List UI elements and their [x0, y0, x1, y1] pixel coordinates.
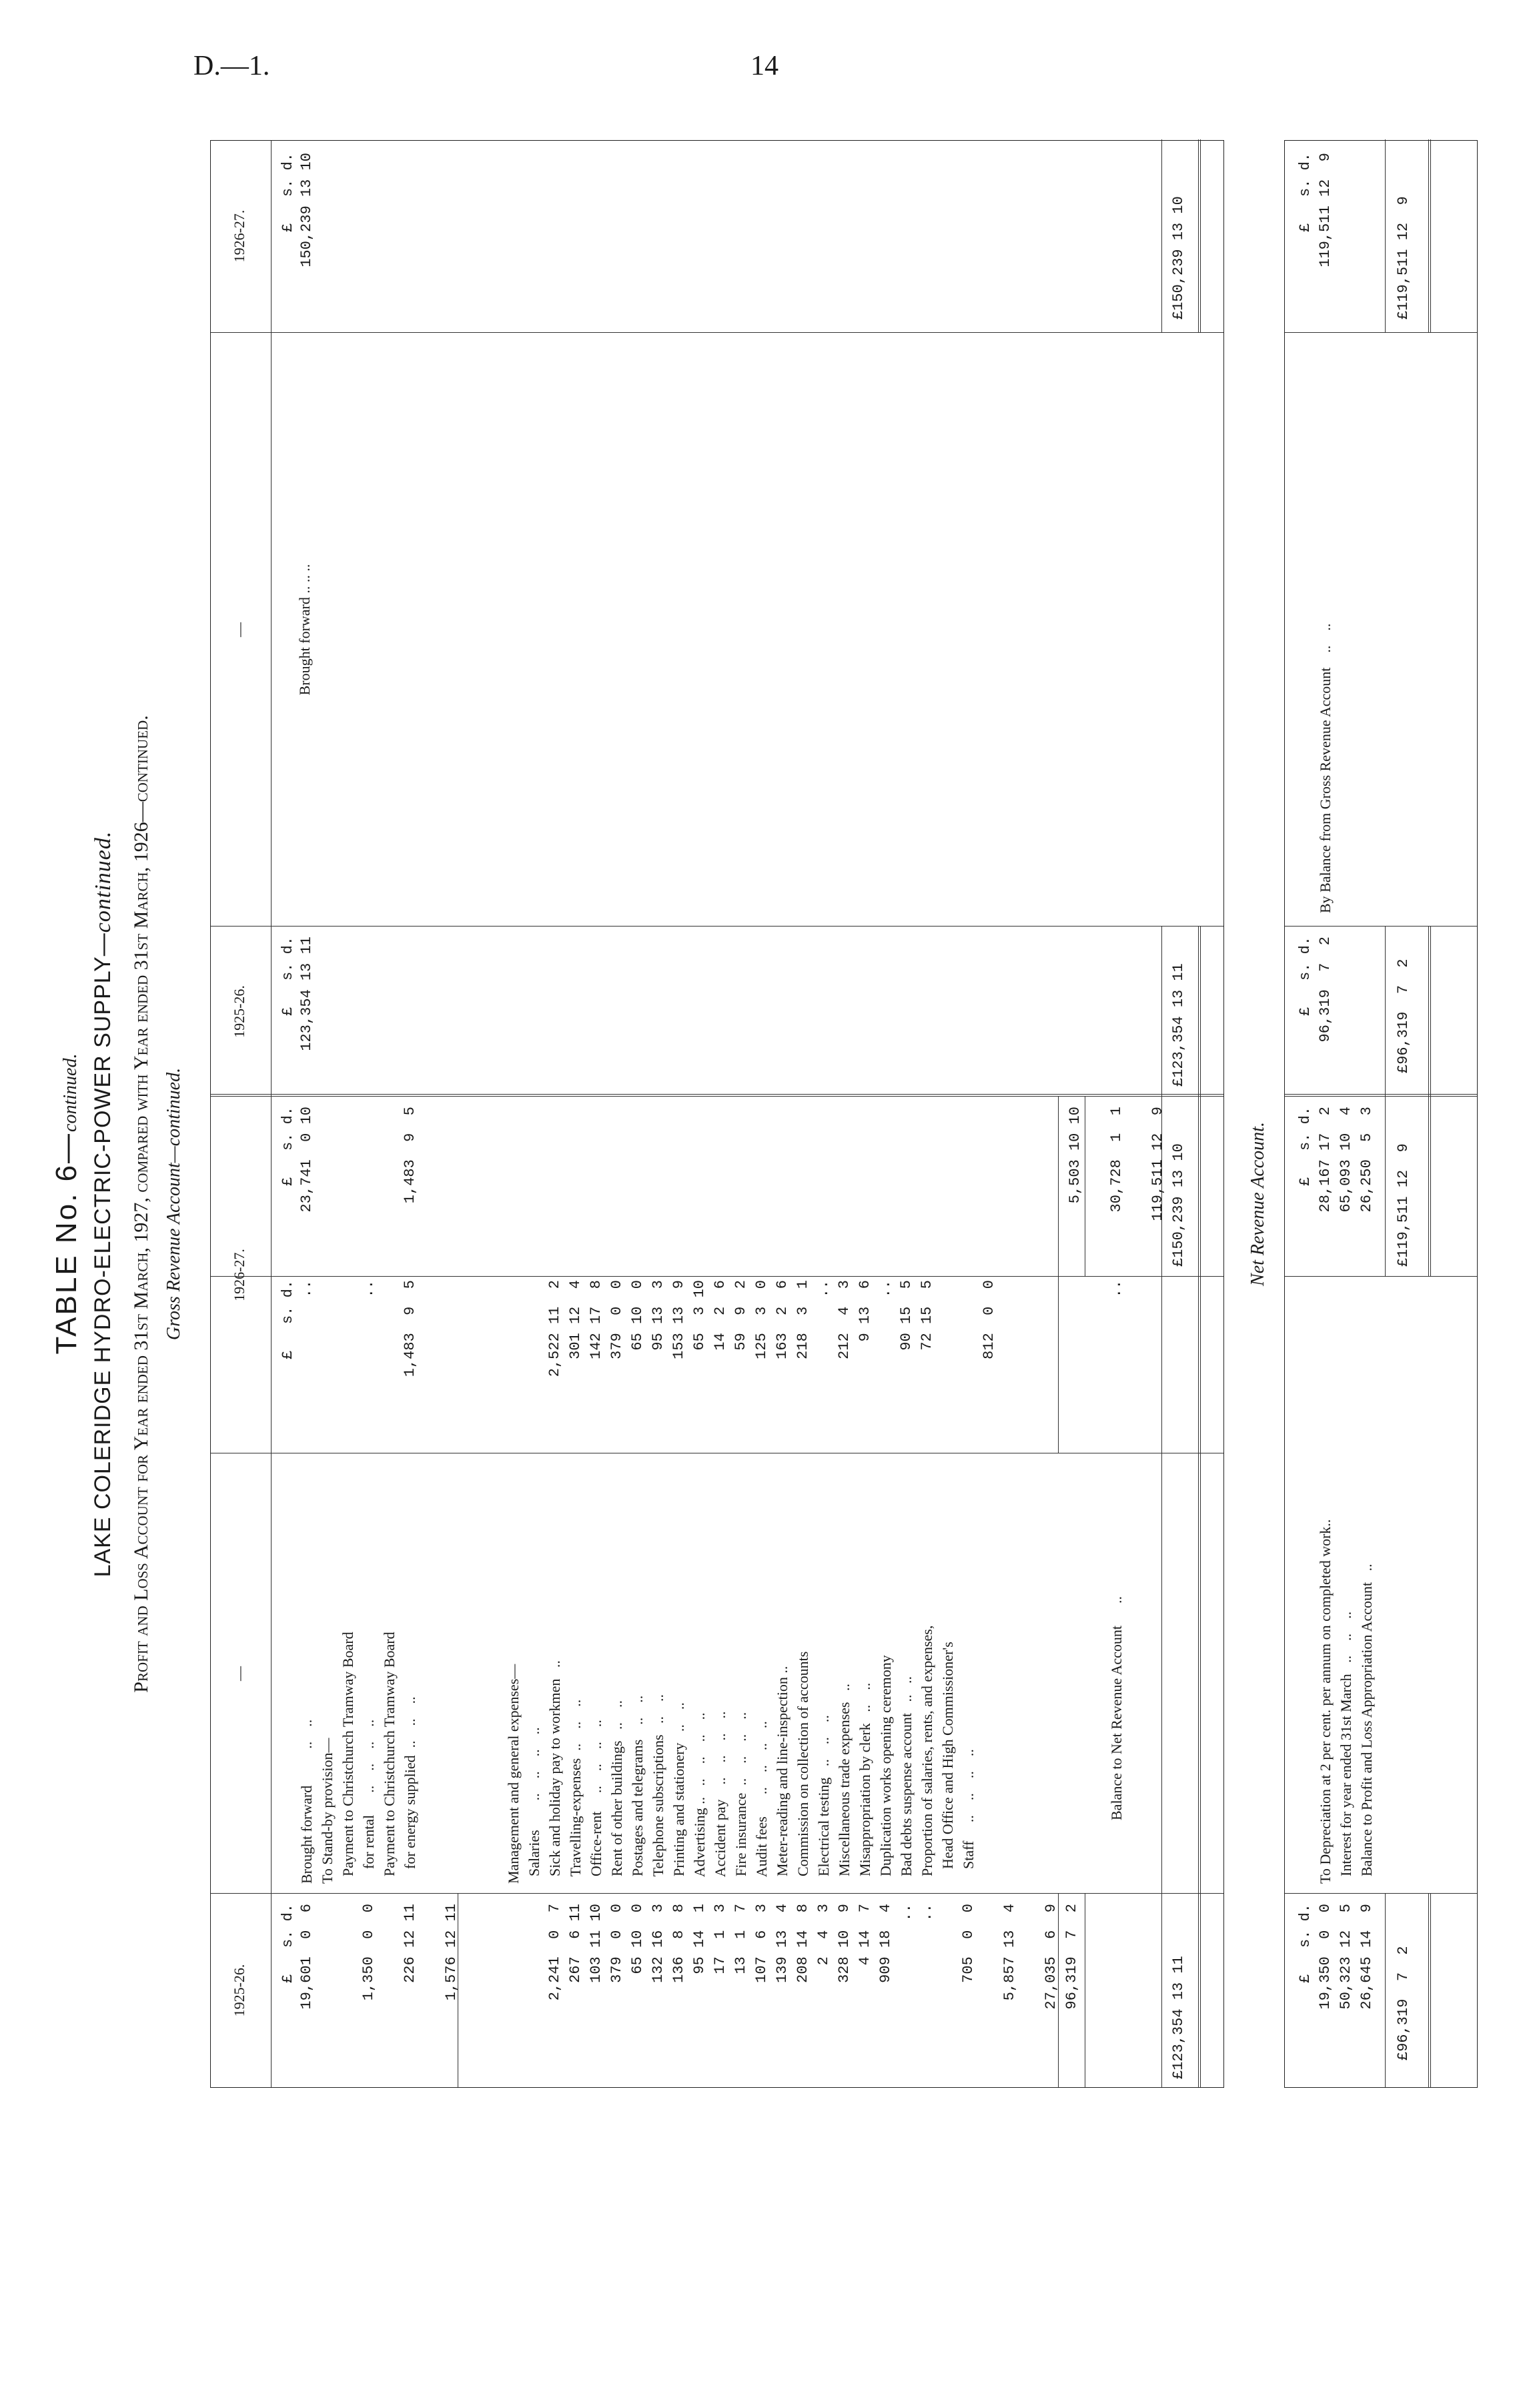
header-left: D.—1.	[193, 51, 270, 81]
balance-to-net-revenue: Balance to Net Revenue Account ..	[1108, 1596, 1125, 1820]
lsd-header: £ s. d.	[280, 1904, 296, 1983]
net-total-1925-credit: £96,319 7 2	[1395, 959, 1412, 1073]
lsd-header: £ s. d.	[280, 153, 296, 232]
net-revenue-table	[1284, 140, 1478, 2088]
net-debit-1925: 19,350 0 0 50,323 12 5 26,645 14 9	[1317, 1904, 1375, 2010]
net-credit-1927: 119,511 12 9	[1317, 153, 1334, 267]
credit-description: Brought forward .. .. ..	[296, 564, 313, 696]
account-subtitle: Profit and Loss Account for Year ended 31st March, 1927, compared with Year ended 31st March, 1926—continued.	[130, 715, 152, 1693]
header-1925-debit: 1925-26.	[231, 1964, 247, 2017]
header-1927-credit: 1926-27.	[231, 209, 247, 263]
total-1927-credit: £150,239 13 10	[1170, 196, 1187, 320]
lsd-header: £ s. d.	[280, 1107, 296, 1186]
credit-1927-amount: 150,239 13 10	[298, 153, 315, 267]
gross-heading: Gross Revenue Account—continued.	[163, 1067, 184, 1341]
header-dash-credit: —	[231, 622, 247, 637]
debit-1927-subtotals: 23,741 0 10 1,483 9 5	[298, 1107, 418, 1213]
debit-1927-items: .. .. 1,483 9 5 2,522 11 2 301 12 4 142 17 8 379 0 0 65 10 0 95 13 3 153 13 9 65 3 10 14 2 6 59 9 2 125 3 0 163 2 6 218 3 1 .. 212 4 3 9 13 6 .. 90 15 5 72 15 5 812 0 0	[298, 1280, 997, 1377]
net-total-1925-debit: £96,319 7 2	[1395, 1946, 1412, 2060]
lsd-header: £ s. d.	[280, 937, 296, 1016]
lsd-header: £ s. d.	[1297, 1107, 1314, 1186]
net-revenue-heading: Net Revenue Account.	[1247, 1122, 1268, 1286]
page-number: 14	[750, 51, 779, 81]
debit-1927-totals: 5,503 10 10 30,728 1 1 119,511 12 9	[1067, 1107, 1166, 1221]
lsd-header: £ s. d.	[1297, 153, 1314, 232]
net-credit-description: By Balance from Gross Revenue Account .. ..	[1317, 623, 1334, 913]
net-total-1927-credit: £119,511 12 9	[1395, 196, 1412, 320]
credit-1925-amount: 123,354 13 11	[298, 937, 315, 1051]
table-continued: continued.	[60, 1053, 81, 1132]
net-debit-descriptions: To Depreciation at 2 per cent. per annum on completed work.. Interest for year ended 31st March .. .. .. Balance to Profit and Loss Appropriation Account ..	[1317, 1519, 1375, 1884]
table-number: TABLE No. 6—	[50, 1131, 83, 1355]
total-1925-credit: £123,354 13 11	[1170, 963, 1187, 1087]
gross-revenue-table	[210, 140, 1224, 2088]
lsd-header: £ s. d.	[280, 1280, 296, 1359]
total-1925-debit: £123,354 13 11	[1170, 1956, 1187, 2079]
supply-title	[90, 0, 116, 2408]
supply-continued: continued.	[91, 830, 115, 933]
net-total-1927-debit: £119,511 12 9	[1395, 1143, 1412, 1267]
header-1925-credit: 1925-26.	[231, 985, 247, 1038]
debit-1927-balance-dots: ..	[1108, 1280, 1125, 1298]
header-1927-debit: 1926-27.	[231, 1249, 247, 1301]
header-dash-debit: —	[231, 1666, 247, 1681]
table-title	[50, 0, 83, 2408]
debit-1925-amounts: 19,601 0 6 1,350 0 0 226 12 11 1,576 12 11 2,241 0 7 267 6 11 103 11 10 379 0 0 65 10 0 132 16 3 136 8 8 95 14 1 17 1 3 13 1 7 107 6 3 139 13 4 208 14 8 2 4 3 328 10 9 4 14 7 909 18 4 .. .. 705 0 0 5,857 13 4 27,035 6 9 96,319 7 2	[298, 1904, 1080, 2010]
supply-name: LAKE COLERIDGE HYDRO-ELECTRIC-POWER SUPPLY—	[90, 933, 115, 1578]
lsd-header: £ s. d.	[1297, 937, 1314, 1016]
net-debit-1927: 28,167 17 2 65,093 10 4 26,250 5 3	[1317, 1107, 1375, 1213]
net-credit-1925: 96,319 7 2	[1317, 937, 1334, 1043]
debit-descriptions: Brought forward .. .. To Stand-by provision— Payment to Christchurch Tramway Board for rental .. .. .. .. Payment to Christchurch Tramway Board for energy supplied .. .. .. Management and general expenses— Salaries .. .. .. .. Sick and holiday pay to workmen .. Travelling-expenses .. .. .. Office-rent .. .. .. .. Rent of other buildings .. .. Postages and telegrams .. .. Telephone subscriptions .. .. Printing and stationery .. .. Advertising .. .. .. .. .. Accident pay .. .. .. .. Fire insurance .. .. .. .. Audit fees .. .. .. .. Meter-reading and line-inspection .. Commission on collection of accounts Electrical testing .. .. .. Miscellaneous trade expenses .. Misappropriation by clerk .. .. Duplication works opening ceremony Bad debts suspense account .. .. Proportion of salaries, rents, and expenses, Head Office and High Commissioner's Staff .. .. .. ..	[298, 1625, 977, 1884]
total-1927-debit: £150,239 13 10	[1170, 1143, 1187, 1267]
lsd-header: £ s. d.	[1297, 1904, 1314, 1983]
